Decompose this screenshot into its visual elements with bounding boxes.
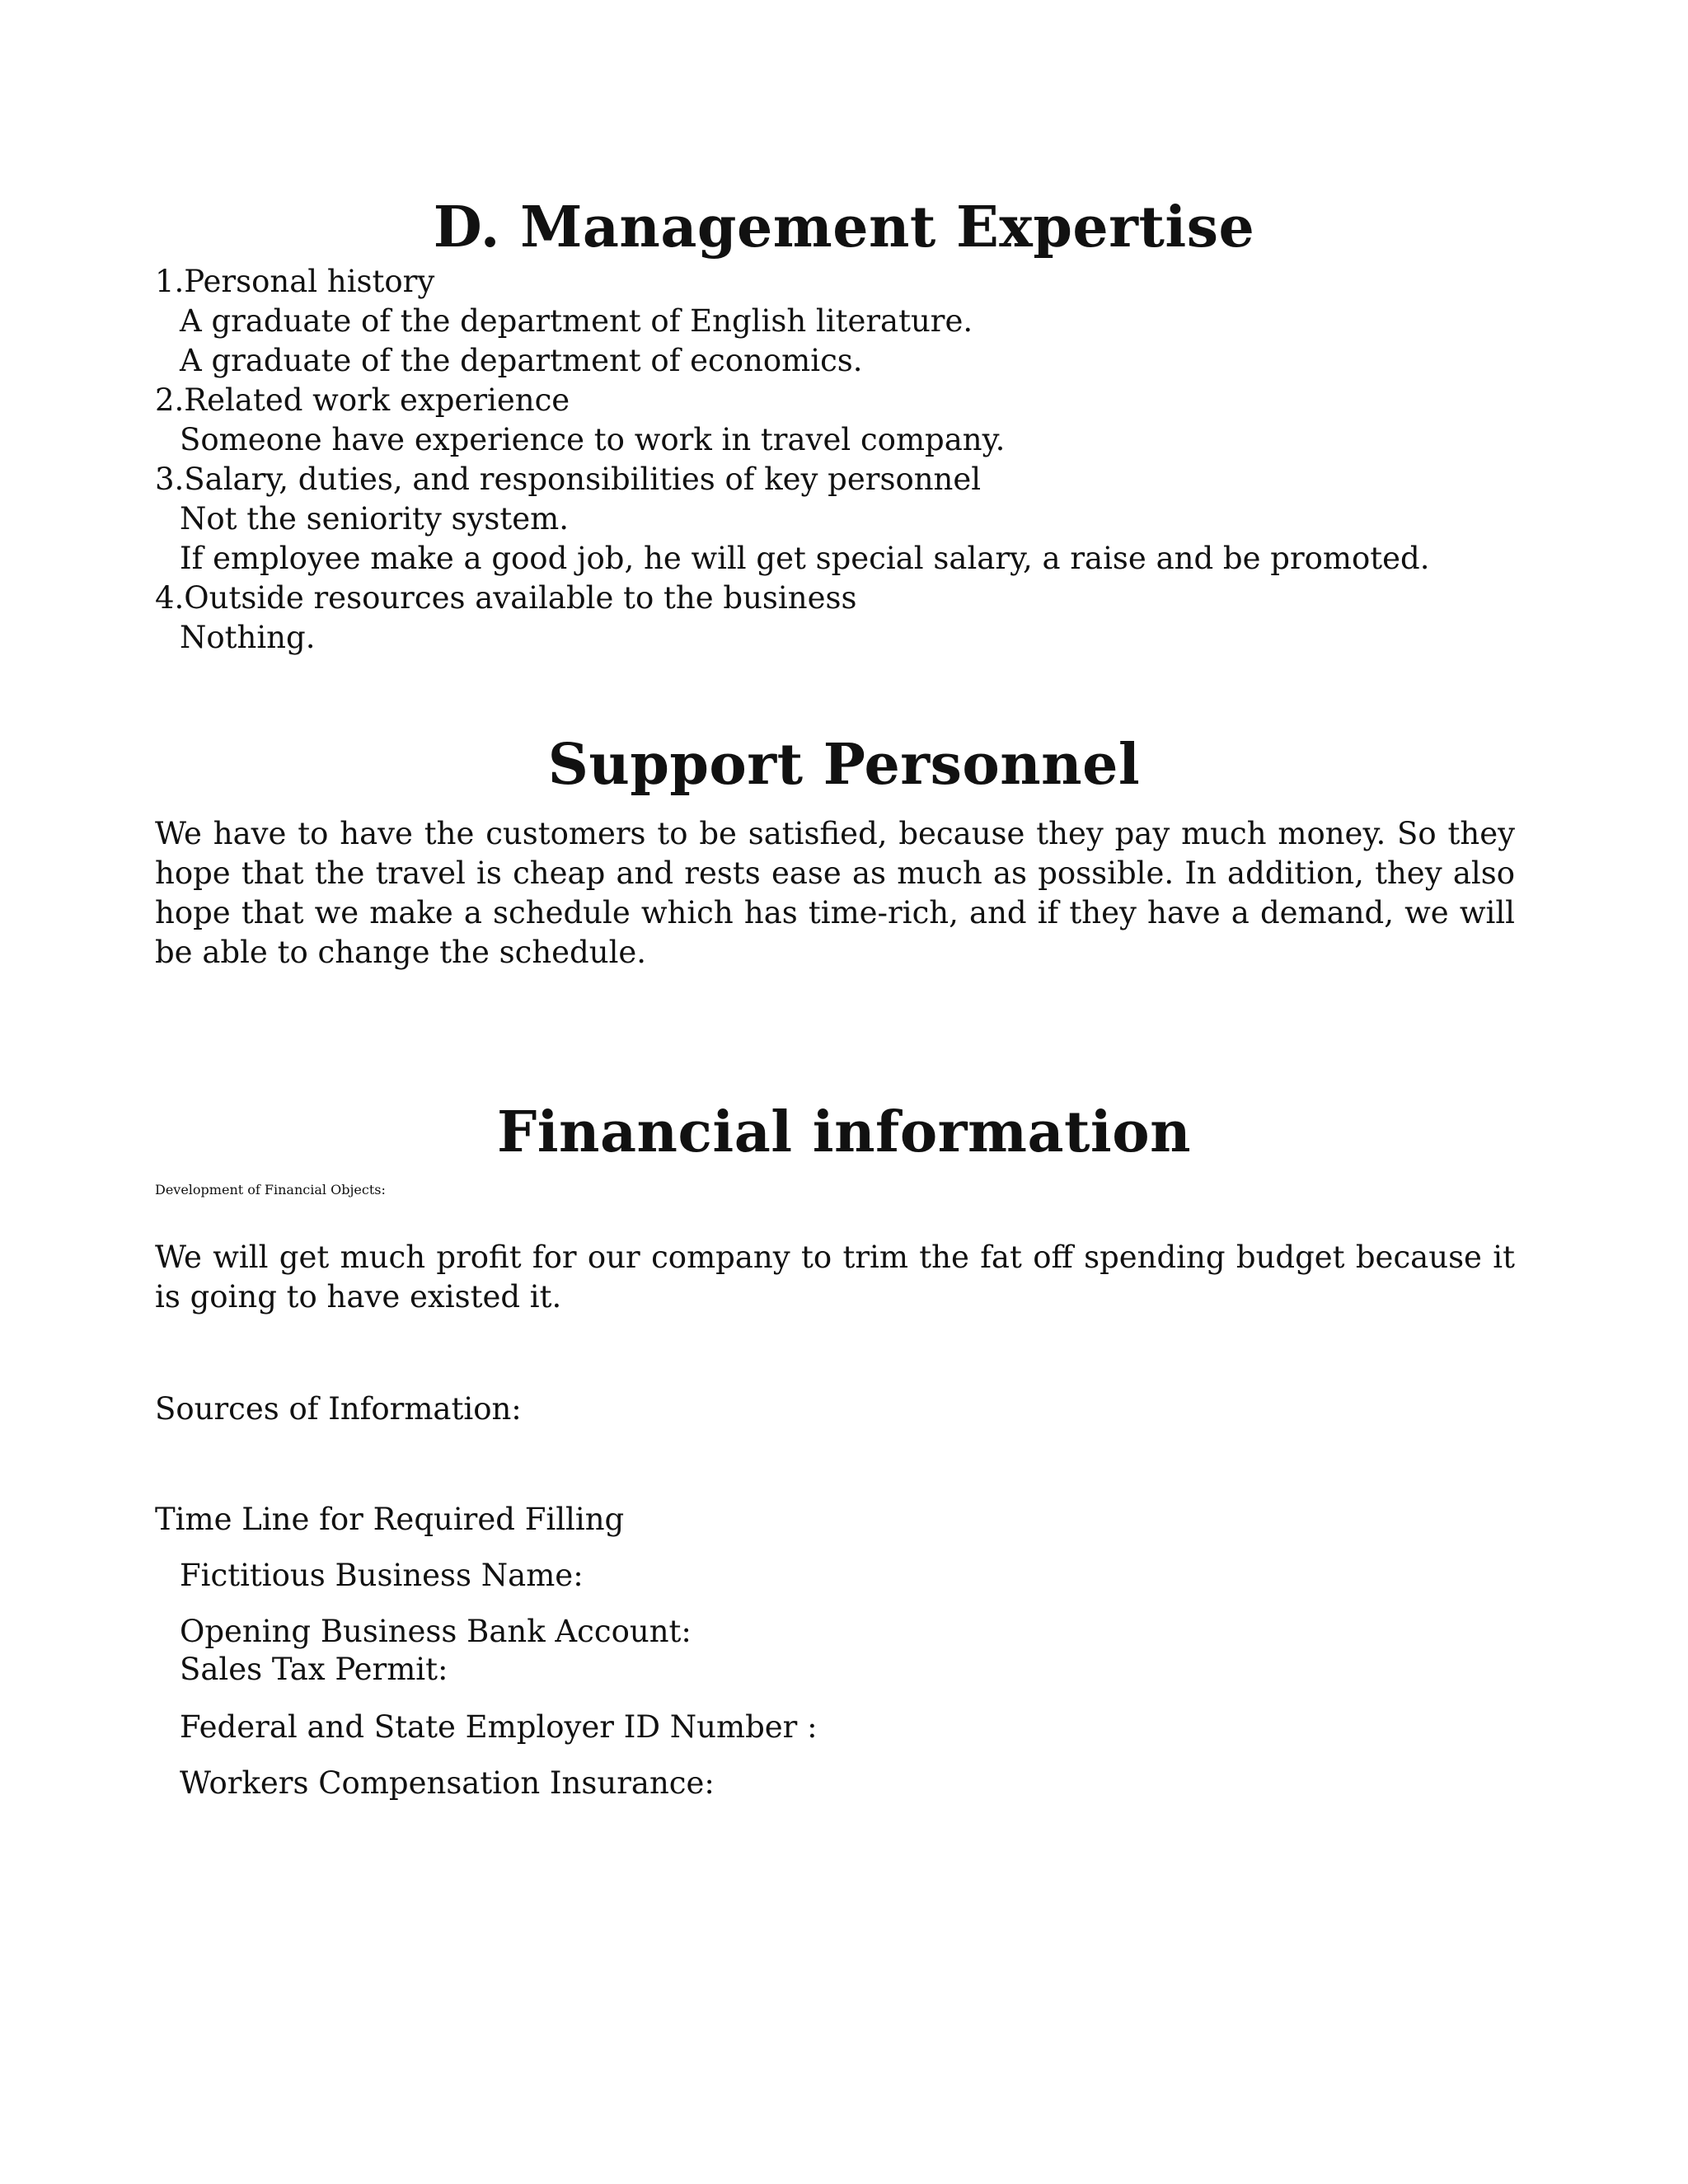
item-personal-history: 1.Personal history bbox=[155, 264, 435, 299]
item-work-experience-line: Someone have experience to work in travel company. bbox=[180, 422, 1006, 457]
item-salary-duties: 3.Salary, duties, and responsibilities of key personnel bbox=[155, 462, 982, 497]
financial-objects-section bbox=[155, 1238, 1515, 1317]
sources-label: Sources of Information: bbox=[155, 1391, 522, 1427]
item-personal-history-line: A graduate of the department of economics. bbox=[180, 343, 863, 378]
item-personal-history-line: A graduate of the department of English literature. bbox=[180, 303, 973, 339]
support-section bbox=[155, 814, 1515, 972]
timeline-label: Time Line for Required Filling bbox=[155, 1502, 625, 1537]
financial-heading: Financial information bbox=[496, 1099, 1192, 1165]
support-paragraph: We have to have the customers to be satisfied, because they pay much money. So they hope that the travel is cheap and rests ease as much as possible. In addition, they also hope that we make a schedule which has time-rich, and if they have a demand, we will be able to change the schedule. bbox=[155, 816, 1515, 970]
timeline-item: Federal and State Employer ID Number : bbox=[180, 1709, 818, 1745]
timeline-item: Sales Tax Permit: bbox=[180, 1652, 448, 1687]
financial-objects-paragraph: We will get much profit for our company to trim the fat off spending budget because it is going to have existed it. bbox=[155, 1240, 1515, 1315]
item-work-experience: 2.Related work experience bbox=[155, 382, 570, 418]
support-heading: Support Personnel bbox=[547, 732, 1141, 798]
management-heading: D. Management Expertise bbox=[433, 194, 1255, 260]
item-salary-duties-line: If employee make a good job, he will get special salary, a raise and be promoted. bbox=[180, 541, 1430, 576]
timeline-item: Fictitious Business Name: bbox=[180, 1558, 584, 1593]
timeline-item: Opening Business Bank Account: bbox=[180, 1614, 692, 1649]
management-list bbox=[155, 262, 1515, 658]
financial-objects-label: Development of Financial Objects: bbox=[155, 1182, 386, 1197]
item-outside-resources: 4.Outside resources available to the business bbox=[155, 580, 857, 616]
item-outside-resources-line: Nothing. bbox=[180, 620, 316, 655]
item-salary-duties-line: Not the seniority system. bbox=[180, 501, 570, 537]
timeline-item: Workers Compensation Insurance: bbox=[180, 1765, 715, 1801]
